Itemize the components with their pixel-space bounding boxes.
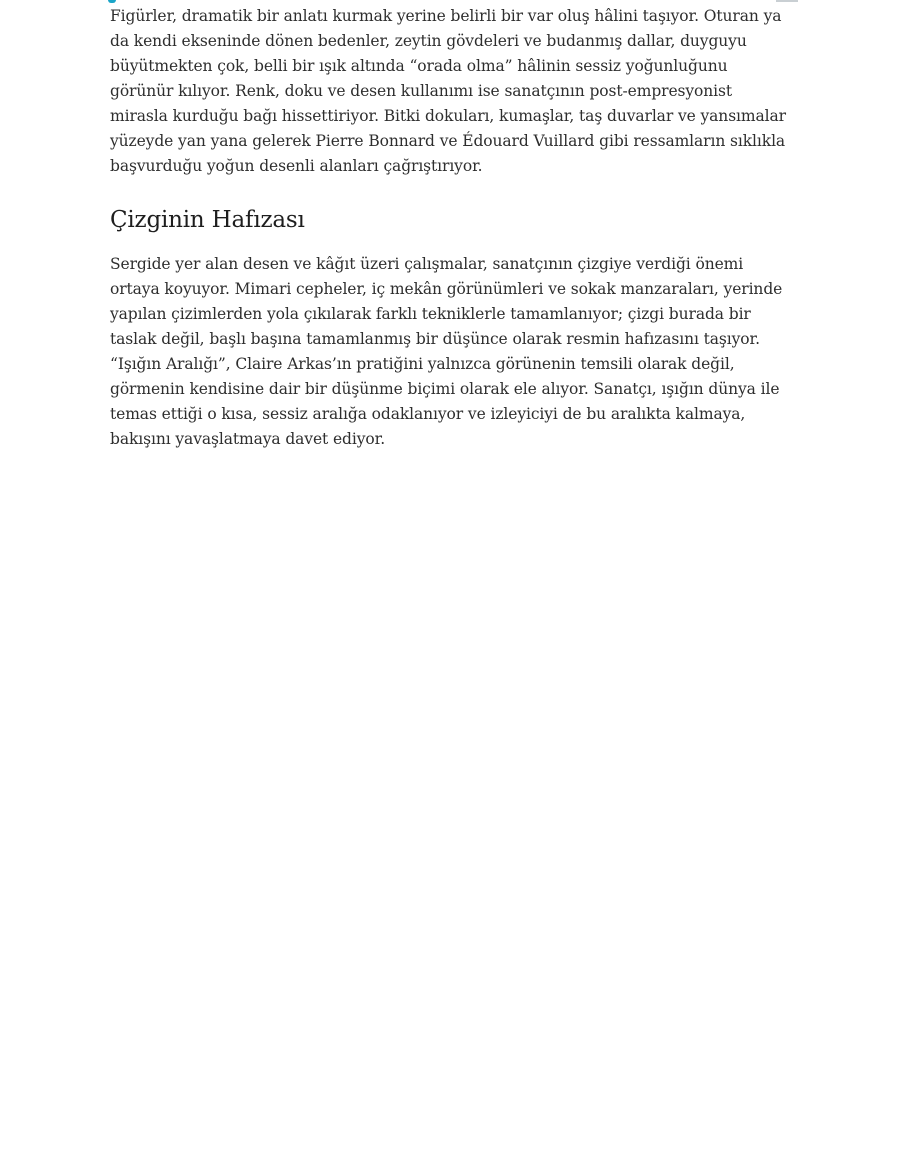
article-paragraph: Sergide yer alan desen ve kâğıt üzeri çalışmalar, sanatçının çizgiye verdiği önemi ortaya koyuyor. Mimari cepheler, iç mekân görünümleri ve sokak manzaraları, yerinde yapılan çizimlerden yola çıkılarak farklı tekniklerle tamamlanıyor; çizgi burada bir taslak değil, başlı başına tamamlanmış bir düşünce olarak resmin hafızasını taşıyor. “Işığın Aralığı”, Claire Arkas’ın pratiğini yalnızca görünenin temsili olarak değil, görmenin kendisine dair bir düşünme biçimi olarak ele alıyor. Sanatçı, ışığın dünya ile temas ettiği o kısa, sessiz aralığa odaklanıyor ve izleyiciyi de bu aralıkta kalmaya, bakışını yavaşlatmaya davet ediyor. [110, 255, 783, 448]
article-body [110, 0, 790, 452]
article-paragraph: Figürler, dramatik bir anlatı kurmak yerine belirli bir var oluş hâlini taşıyor. Oturan ya da kendi ekseninde dönen bedenler, zeytin gövdeleri ve budanmış dallar, duyguyu büyütmekten çok, belli bir ışık altında “orada olma” hâlinin sessiz yoğunluğunu görünür kılıyor. Renk, doku ve desen kullanımı ise sanatçının post-empresyonist mirasla kurduğu bağı hissettiriyor. Bitki dokuları, kumaşlar, taş duvarlar ve yansımalar yüzeyde yan yana gelerek Pierre Bonnard ve Édouard Vuillard gibi ressamların sıklıkla başvurduğu yoğun desenli alanları çağrıştırıyor. [110, 7, 786, 175]
section-heading: Çizginin Hafızası [110, 207, 305, 233]
